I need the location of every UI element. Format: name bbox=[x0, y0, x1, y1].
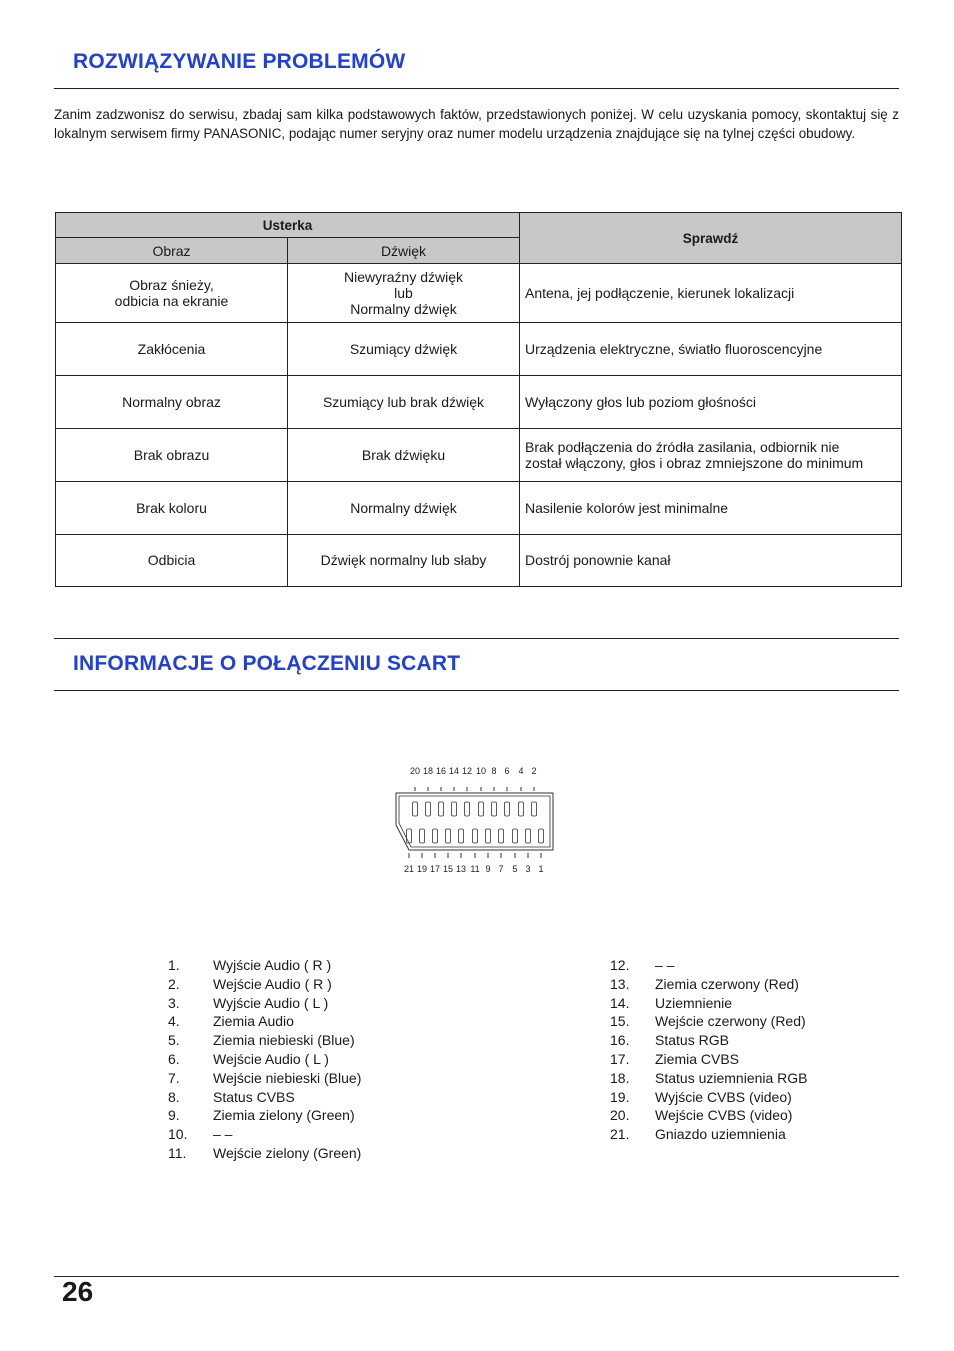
pin-label-bottom: 13 bbox=[455, 864, 467, 874]
pin-slot bbox=[526, 829, 531, 843]
table-row bbox=[56, 323, 902, 376]
pin-slot bbox=[539, 829, 544, 843]
pin-label: Status uziemnienia RGB bbox=[655, 1069, 808, 1086]
pin-item bbox=[610, 1069, 808, 1088]
pin-item bbox=[610, 975, 808, 994]
cell-check bbox=[520, 482, 902, 535]
pin-label: Ziemia Audio bbox=[213, 1013, 294, 1030]
pin-slot bbox=[459, 829, 464, 843]
pin-item bbox=[610, 956, 808, 975]
cell-line: Normalny obraz bbox=[122, 393, 221, 410]
pin-label-top: 8 bbox=[491, 766, 497, 776]
cell-sound bbox=[288, 535, 520, 587]
cell-picture bbox=[56, 323, 288, 376]
pin-slot bbox=[492, 802, 497, 816]
cell-sound bbox=[288, 376, 520, 429]
pin-number: 4. bbox=[168, 1013, 180, 1030]
pin-number: 12. bbox=[610, 957, 630, 973]
pin-number: 8. bbox=[168, 1088, 180, 1105]
pin-slot bbox=[413, 802, 418, 816]
pin-label: Wejście zielony (Green) bbox=[213, 1144, 362, 1161]
pin-label-top: 20 bbox=[409, 766, 421, 776]
cell-line: został włączony, głos i obraz zmniejszone do minimum bbox=[525, 455, 864, 471]
pin-label: Wejście Audio ( L ) bbox=[213, 1050, 329, 1067]
pin-number: 15. bbox=[610, 1013, 630, 1030]
pin-number: 5. bbox=[168, 1032, 180, 1049]
troubleshooting-table bbox=[55, 212, 902, 587]
pin-label: Ziemia zielony (Green) bbox=[213, 1107, 355, 1124]
cell-line: Szumiący dźwięk bbox=[349, 340, 458, 357]
pin-slot bbox=[433, 829, 438, 843]
cell-line: Dostrój ponownie kanał bbox=[525, 552, 671, 569]
cell-picture bbox=[56, 482, 288, 535]
cell-line: Brak podłączenia do źródła zasilania, odbiornik nie bbox=[525, 438, 840, 455]
pin-label: Wejście Audio ( R ) bbox=[213, 975, 332, 992]
pin-item bbox=[610, 1125, 808, 1144]
pin-item bbox=[168, 1069, 361, 1088]
footer-rule bbox=[54, 1276, 899, 1277]
title-rule bbox=[54, 88, 899, 89]
pin-slot bbox=[473, 829, 478, 843]
cell-sound bbox=[288, 323, 520, 376]
pin-label: Ziemia CVBS bbox=[655, 1050, 740, 1067]
pin-label-top: 12 bbox=[461, 766, 473, 776]
cell-line: Szumiący lub brak dźwięk bbox=[322, 393, 485, 410]
pin-label-top: 10 bbox=[475, 766, 487, 776]
header-sound: Dźwięk bbox=[288, 238, 520, 264]
pin-label-bottom: 3 bbox=[525, 864, 531, 874]
pin-number: 6. bbox=[168, 1050, 180, 1067]
pin-label-bottom: 15 bbox=[442, 864, 454, 874]
cell-line: lub bbox=[394, 285, 413, 301]
pin-number: 10. bbox=[168, 1126, 188, 1143]
cell-line: Nasilenie kolorów jest minimalne bbox=[525, 499, 729, 516]
pin-label-top: 16 bbox=[435, 766, 447, 776]
cell-line: Zakłócenia bbox=[137, 340, 206, 357]
pin-label: Ziemia niebieski (Blue) bbox=[213, 1032, 355, 1049]
pin-item bbox=[610, 1050, 808, 1069]
pin-item bbox=[168, 994, 361, 1013]
pin-label-bottom: 7 bbox=[498, 864, 504, 874]
pin-number: 3. bbox=[168, 994, 180, 1011]
section-rule-top bbox=[54, 638, 899, 639]
pin-item bbox=[610, 994, 808, 1013]
pin-number: 7. bbox=[168, 1069, 180, 1086]
pin-number: 19. bbox=[610, 1088, 630, 1105]
cell-line: Odbicia bbox=[147, 552, 196, 569]
pin-label: Wejście czerwony (Red) bbox=[655, 1013, 806, 1030]
pin-slot bbox=[439, 802, 444, 816]
pin-label-bottom: 21 bbox=[403, 864, 415, 874]
cell-sound bbox=[288, 264, 520, 323]
cell-line: Brak koloru bbox=[136, 499, 207, 516]
pin-label-top: 2 bbox=[531, 766, 537, 776]
cell-check bbox=[520, 429, 902, 482]
scart-title: INFORMACJE O POŁĄCZENIU SCART bbox=[73, 652, 461, 675]
pin-item bbox=[168, 1125, 361, 1144]
pin-label: Uziemnienie bbox=[655, 994, 733, 1011]
cell-line: Obraz śnieży, bbox=[129, 276, 214, 293]
pin-label-top: 14 bbox=[448, 766, 460, 776]
pin-slot bbox=[513, 829, 518, 843]
pin-label-bottom: 19 bbox=[416, 864, 428, 874]
table-row bbox=[56, 264, 902, 323]
scart-connector-diagram bbox=[393, 760, 563, 880]
cell-sound bbox=[288, 429, 520, 482]
pin-label: – – bbox=[655, 957, 675, 973]
pin-slot bbox=[465, 802, 470, 816]
pin-item bbox=[168, 1106, 361, 1125]
cell-check bbox=[520, 535, 902, 587]
pin-number: 17. bbox=[610, 1050, 630, 1067]
pin-label-top: 6 bbox=[504, 766, 510, 776]
cell-line: Dźwięk normalny lub słaby bbox=[320, 552, 487, 569]
intro-text: Zanim zadzwonisz do serwisu, zbadaj sam kilka podstawowych faktów, przedstawionych poniżej. W celu uzyskania pomocy, skontaktuj się z lokalnym serwisem firmy PANASONIC, podając numer seryjny oraz numer modelu urządzenia znajdujące się na tylnej części obudowy. bbox=[54, 107, 899, 141]
pin-item bbox=[168, 1144, 361, 1163]
pin-item bbox=[168, 975, 361, 994]
pin-slot bbox=[479, 802, 484, 816]
pin-label: Wejście CVBS (video) bbox=[655, 1107, 793, 1124]
pin-item bbox=[610, 1106, 808, 1125]
pin-label: Wyjście Audio ( L ) bbox=[213, 994, 329, 1011]
pin-list-left bbox=[168, 956, 361, 1163]
cell-check bbox=[520, 323, 902, 376]
pin-item bbox=[168, 956, 361, 975]
pin-slot bbox=[446, 829, 451, 843]
cell-check bbox=[520, 376, 902, 429]
table-row bbox=[56, 482, 902, 535]
cell-picture bbox=[56, 264, 288, 323]
cell-line: Brak dźwięku bbox=[361, 446, 446, 463]
pin-item bbox=[610, 1031, 808, 1050]
cell-sound bbox=[288, 482, 520, 535]
header-fault: Usterka bbox=[56, 213, 520, 238]
pin-label-bottom: 9 bbox=[485, 864, 491, 874]
pin-item bbox=[168, 1031, 361, 1050]
header-check: Sprawdź bbox=[520, 213, 902, 264]
pin-number: 21. bbox=[610, 1126, 630, 1143]
pin-label-top: 4 bbox=[518, 766, 524, 776]
cell-line: odbicia na ekranie bbox=[114, 293, 229, 309]
cell-picture bbox=[56, 376, 288, 429]
header-picture: Obraz bbox=[56, 238, 288, 264]
pin-number: 11. bbox=[168, 1144, 187, 1161]
pin-label: Status RGB bbox=[655, 1032, 729, 1049]
cell-line: Niewyraźny dźwięk bbox=[343, 269, 464, 285]
pin-item bbox=[168, 1012, 361, 1031]
pin-label: Ziemia czerwony (Red) bbox=[655, 975, 799, 992]
pin-number: 14. bbox=[610, 994, 630, 1011]
scart-connector-inner-outline bbox=[399, 796, 550, 847]
cell-check bbox=[520, 264, 902, 323]
cell-line: Normalny dźwięk bbox=[350, 499, 457, 516]
pin-number: 2. bbox=[168, 975, 180, 992]
pin-slot bbox=[452, 802, 457, 816]
pin-slot bbox=[407, 829, 412, 843]
pin-label: Wyjście Audio ( R ) bbox=[213, 957, 332, 973]
pin-slot bbox=[532, 802, 537, 816]
cell-picture bbox=[56, 429, 288, 482]
pin-number: 13. bbox=[610, 975, 630, 992]
pin-label: Wyjście CVBS (video) bbox=[655, 1088, 792, 1105]
pin-label: – – bbox=[213, 1126, 233, 1143]
table-row bbox=[56, 429, 902, 482]
pin-number: 16. bbox=[610, 1032, 630, 1049]
pin-slot bbox=[505, 802, 510, 816]
pin-label-bottom: 11 bbox=[470, 864, 480, 874]
pin-item bbox=[168, 1088, 361, 1107]
pin-label-top: 18 bbox=[422, 766, 434, 776]
cell-line: Wyłączony głos lub poziom głośności bbox=[525, 393, 756, 410]
cell-line: Urządzenia elektryczne, światło fluoroscencyjne bbox=[525, 340, 823, 357]
pin-label-bottom: 1 bbox=[538, 864, 544, 874]
pin-item bbox=[168, 1050, 361, 1069]
table-row bbox=[56, 376, 902, 429]
pin-item bbox=[610, 1088, 808, 1107]
cell-picture bbox=[56, 535, 288, 587]
pin-number: 18. bbox=[610, 1069, 630, 1086]
page-number: 26 bbox=[62, 1276, 94, 1307]
pin-list-right bbox=[610, 956, 808, 1144]
pin-label: Status CVBS bbox=[213, 1088, 295, 1105]
pin-slot bbox=[499, 829, 504, 843]
pin-slot bbox=[486, 829, 491, 843]
pin-label: Gniazdo uziemnienia bbox=[655, 1126, 786, 1143]
table-row bbox=[56, 535, 902, 587]
pin-number: 9. bbox=[168, 1107, 180, 1124]
pin-label-bottom: 5 bbox=[512, 864, 518, 874]
pin-number: 1. bbox=[168, 957, 180, 973]
pin-slot bbox=[519, 802, 524, 816]
section-rule-bottom bbox=[54, 690, 899, 691]
pin-slot bbox=[420, 829, 425, 843]
troubleshooting-title: ROZWIĄZYWANIE PROBLEMÓW bbox=[73, 50, 406, 73]
pin-label: Wejście niebieski (Blue) bbox=[213, 1069, 362, 1086]
cell-line: Brak obrazu bbox=[133, 446, 210, 463]
pin-slot bbox=[426, 802, 431, 816]
pin-number: 20. bbox=[610, 1107, 630, 1124]
pin-label-bottom: 17 bbox=[429, 864, 441, 874]
pin-item bbox=[610, 1012, 808, 1031]
cell-line: Antena, jej podłączenie, kierunek lokalizacji bbox=[525, 284, 795, 301]
cell-line: Normalny dźwięk bbox=[350, 301, 457, 317]
